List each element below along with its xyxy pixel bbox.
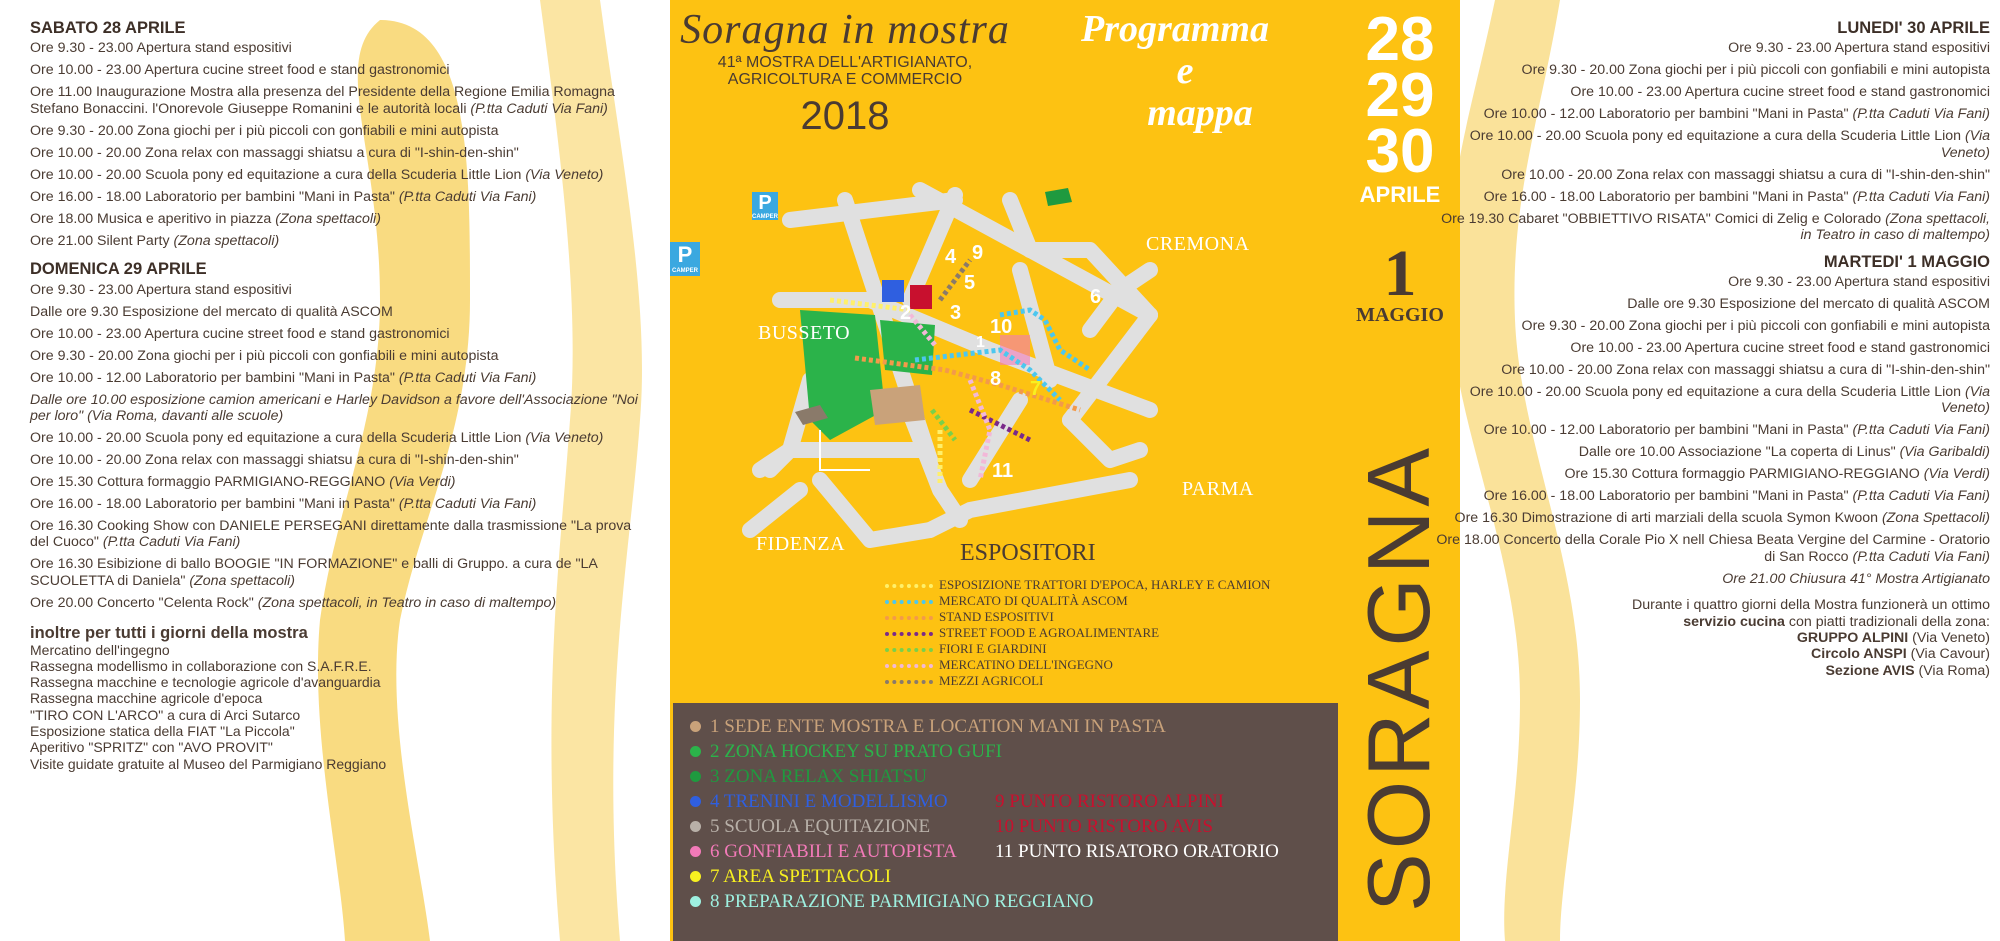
event-text: Ore 10.00 - 12.00 Laboratorio per bambini "Mani in Pasta" [1483,106,1853,123]
event-text: Ore 10.00 - 20.00 Scuola pony ed equitazione a cura della Scuderia Little Lion [1469,128,1966,145]
event-location: (P.tta Caduti Via Fani) [1852,188,1990,205]
domenica-event [30,474,650,490]
martedi-event [1435,384,1990,417]
daily-extras-heading: inoltre per tutti i giorni della mostra [30,624,308,643]
extra-item: Visite guidate gratuite al Museo del Parmigiano Reggiano [30,755,387,772]
event-location: (Via Veneto) [525,430,604,447]
event-text: Ore 9.30 - 20.00 Zona giochi per i più piccoli con gonfiabili e mini autopista [1521,62,1990,79]
event-location: (Zona spettacoli) [173,232,280,249]
map-number-8: 8 [990,368,1002,390]
extra-item: Rassegna macchine agricole d'epoca [30,690,263,707]
zone-dot [690,896,701,907]
martedi-event [1435,466,1990,482]
map-number-3: 3 [950,302,962,324]
programma-word: Programma [1081,8,1269,50]
martedi-event [1435,532,1990,565]
camper-label-1: CAMPER [752,214,779,220]
sabato-event [30,40,650,56]
date-30: 30 [1365,117,1435,186]
event-location: (Zona spettacoli) [189,572,295,589]
zone-label: 1 SEDE ENTE MOSTRA E LOCATION MANI IN PASTA [710,716,1166,737]
event-text: Ore 9.30 - 23.00 Apertura stand espositivi [30,281,292,298]
zone-dot [690,846,701,857]
event-text: Ore 16.30 Cooking Show con DANIELE PERSEGANI direttamente dalla trasmissione "La prova del Cuoco" [30,518,632,551]
event-text: Ore 9.30 - 23.00 Apertura stand espositivi [1728,40,1990,57]
cucina-item-place: (Via Roma) [1914,662,1990,679]
cucina-line [1435,614,1990,630]
parking-icon-1 [752,192,778,220]
event-text: Ore 10.00 - 20.00 Zona relax con massaggi shiatsu a cura di "I-shin-den-shin" [30,452,519,469]
event-logo [680,6,1010,139]
legend-title: ESPOSITORI [960,540,1096,566]
zone-item [995,789,1335,814]
legend-item [885,673,1315,689]
date-may-day: 1 [1383,237,1417,310]
parking-letter-2: P [677,242,693,267]
zone-dot [690,721,701,732]
event-location: (P.tta Caduti Via Fani) [102,534,241,551]
sabato-event [30,123,650,139]
cucina-item-name: Sezione AVIS [1825,662,1915,679]
event-text: Ore 16.00 - 18.00 Laboratorio per bambini "Mani in Pasta" [30,188,399,205]
martedi-event [1435,318,1990,334]
event-location: (Via Verdi) [1923,466,1990,483]
programma-mappa: mappa [1147,92,1253,134]
domenica-event [30,304,650,320]
sabato-event [30,62,650,78]
event-text: Ore 9.30 - 23.00 Apertura stand espositivi [30,40,292,57]
lunedi-event [1435,167,1990,183]
event-text: Ore 18.00 Concerto della Corale Pio X nell Chiesa Beata Vergine del Carmine - Oratorio di San Rocco [1436,532,1990,565]
map-number-2: 2 [900,302,912,324]
domenica-event [30,452,650,468]
legend-swatch [885,648,933,652]
day-heading-sabato: SABATO 28 APRILE [30,19,186,37]
lunedi-event [1435,62,1990,78]
event-text: Ore 20.00 Concerto "Celenta Rock" [30,594,258,611]
cucina-section [1435,597,1990,679]
center-panel [670,0,1460,941]
domenica-events-list [30,282,650,612]
event-location: (Via Veneto) [1940,128,1990,161]
zone-item [680,714,1166,739]
event-text: Ore 18.00 Musica e aperitivo in piazza [30,210,276,227]
zones-right-list [995,789,1335,864]
zone-dot [690,746,701,757]
extra-item: Mercatino dell'ingegno [30,641,170,658]
legend-label: MEZZI AGRICOLI [939,673,1044,688]
map-number-6: 6 [1090,286,1102,308]
zone-item [680,864,1160,889]
event-location: (Zona spettacoli, in Teatro in caso di maltempo) [257,594,557,611]
legend-label: ESPOSIZIONE TRATTORI D'EPOCA, HARLEY E CAMION [939,577,1271,592]
event-text: Ore 16.00 - 18.00 Laboratorio per bambini "Mani in Pasta" [1483,188,1853,205]
map-number-4: 4 [945,246,957,268]
domenica-event [30,370,650,386]
event-text: Ore 10.00 - 20.00 Zona relax con massaggi shiatsu a cura di "I-shin-den-shin" [30,144,519,161]
sabato-event [30,84,650,117]
event-location: (Zona spettacoli) [275,210,381,227]
map-label-cremona: CREMONA [1146,233,1250,255]
event-text: Ore 16.30 Dimostrazione di arti marziali della scuola Symon Kwoon [1454,510,1882,527]
zone-dot [690,796,701,807]
cucina-bold: servizio cucina [1683,613,1785,630]
event-location: (P.tta Caduti Via Fani) [1852,548,1990,565]
sabato-events-list [30,40,650,249]
event-text: Ore 10.00 - 20.00 Scuola pony ed equitazione a cura della Scuderia Little Lion [30,430,526,447]
lunedi-event [1435,40,1990,56]
daily-extras [30,625,650,772]
map-number-1: 1 [976,334,985,351]
lunedi-event [1435,189,1990,205]
zone-label: 7 AREA SPETTACOLI [710,866,892,887]
zone-item [680,764,1160,789]
extra-item: Aperitivo "SPRITZ" con "AVO PROVIT" [30,739,273,756]
programma-heading [1050,8,1340,134]
cucina-item [1435,646,1990,662]
map-label-busseto: BUSSETO [758,322,851,344]
event-location: (Via Garibaldi) [1899,444,1990,461]
martedi-event [1435,274,1990,290]
logo-subtitle-1: 41ª MOSTRA DELL'ARTIGIANATO, [717,54,973,71]
event-text: Ore 10.00 - 20.00 Scuola pony ed equitazione a cura della Scuderia Little Lion [1469,384,1966,401]
sabato-event [30,189,650,205]
cucina-item-name: GRUPPO ALPINI [1796,630,1909,647]
zone-label: 3 ZONA RELAX SHIATSU [710,766,927,787]
zone-label: 9 PUNTO RISTORO ALPINI [995,791,1224,812]
martedi-event [1435,571,1990,587]
event-text: Ore 10.00 - 20.00 Scuola pony ed equitazione a cura della Scuderia Little Lion [30,166,526,183]
legend-swatch [885,632,933,636]
zone-item [995,839,1335,864]
logo-year: 2018 [800,94,890,138]
legend-label: MERCATO DI QUALITÀ ASCOM [939,593,1128,608]
daily-extras-list [30,642,650,772]
cucina-rest: con piatti tradizionali della zona: [1784,613,1990,630]
zone-item [680,739,1160,764]
map-number-11: 11 [992,460,1014,482]
right-program-column [1435,20,1990,679]
zone-item [680,889,1160,914]
martedi-event [1435,296,1990,312]
sabato-event [30,233,650,249]
event-text: Ore 16.00 - 18.00 Laboratorio per bambini "Mani in Pasta" [1483,488,1853,505]
event-text: Ore 9.30 - 20.00 Zona giochi per i più piccoli con gonfiabili e mini autopista [30,122,499,139]
sabato-event [30,145,650,161]
legend-swatch [885,600,933,604]
map-green-patch [1045,188,1072,206]
zone-label: 2 ZONA HOCKEY SU PRATO GUFI [710,741,1002,762]
zone-label: 6 GONFIABILI E AUTOPISTA [710,841,957,862]
zone-label: 5 SCUOLA EQUITAZIONE [710,816,931,837]
event-text: Ore 19.30 Cabaret "OBBIETTIVO RISATA" Comici di Zelig e Colorado [1441,210,1886,227]
cucina-list [1435,630,1990,679]
zone-label: 10 PUNTO RISTORO AVIS [995,816,1214,837]
date-may-month: MAGGIO [1356,304,1444,326]
legend-label: STREET FOOD E AGROALIMENTARE [939,625,1160,640]
event-text: Ore 15.30 Cottura formaggio PARMIGIANO-REGGIANO [1564,466,1924,483]
martedi-event [1435,510,1990,526]
logo-subtitle-2: AGRICOLTURA E COMMERCIO [727,71,963,88]
domenica-event [30,518,650,551]
zone-label: 11 PUNTO RISATORO ORATORIO [995,841,1279,862]
martedi-event [1435,340,1990,356]
map-label-fidenza: FIDENZA [756,533,846,555]
map-number-5: 5 [964,272,976,294]
camper-label-2: CAMPER [671,268,698,274]
cucina-item [1435,630,1990,646]
logo-title: Soragna in mostra [680,7,1010,53]
event-text: Ore 15.30 Cottura formaggio PARMIGIANO-REGGIANO [30,474,390,491]
domenica-event [30,430,650,446]
date-month-aprile: APRILE [1359,182,1441,207]
event-location: (P.tta Caduti Via Fani) [398,496,537,513]
event-text: Dalle ore 9.30 Esposizione del mercato di qualità ASCOM [30,303,393,320]
lunedi-event [1435,211,1990,244]
legend-swatch [885,680,933,684]
martedi-event [1435,422,1990,438]
zone-dot [690,821,701,832]
map-zone-6-block [1000,335,1030,365]
legend-item [885,641,1315,657]
map-zone-4-block [882,280,904,302]
legend-label: STAND ESPOSITIVI [939,609,1054,624]
event-location: (P.tta Caduti Via Fani) [1852,422,1990,439]
event-text: Ore 10.00 - 23.00 Apertura cucine street food e stand gastronomici [30,62,450,79]
martedi-event [1435,362,1990,378]
martedi-event [1435,444,1990,460]
domenica-event [30,496,650,512]
event-location: (Via Veneto) [525,166,604,183]
event-location: (P.tta Caduti Via Fani) [398,369,537,386]
lunedi-event [1435,84,1990,100]
event-text: Ore 9.30 - 20.00 Zona giochi per i più piccoli con gonfiabili e mini autopista [1521,318,1990,335]
zone-label: 8 PREPARAZIONE PARMIGIANO REGGIANO [710,891,1094,912]
lunedi-event [1435,106,1990,122]
legend-swatch [885,664,933,668]
extra-item: "TIRO CON L'ARCO" a cura di Arci Sutarco [30,706,301,723]
event-location: (Via Veneto) [1940,384,1990,417]
map-number-9: 9 [972,242,984,264]
legend-list [885,577,1315,689]
event-location: (P.tta Caduti Via Fani) [398,188,537,205]
event-text: Ore 21.00 Silent Party [30,232,174,249]
domenica-event [30,326,650,342]
lunedi-event [1435,128,1990,161]
event-text: Ore 10.00 - 20.00 Zona relax con massaggi shiatsu a cura di "I-shin-den-shin" [1501,362,1990,379]
town-name: SORAGNA [1349,443,1448,912]
legend-item [885,625,1315,641]
event-location: (P.tta Caduti Via Fani) [1852,488,1990,505]
cucina-item-place: (Via Cavour) [1906,646,1990,663]
domenica-event [30,282,650,298]
event-location: (P.tta Caduti Via Fani) [470,100,608,117]
event-location: Dalle ore 10.00 esposizione camion americani e Harley Davidson a favore dell'Associazione "Noi per loro" (Via Roma, davanti alle scuole) [30,391,638,425]
lunedi-events-list [1435,40,1990,243]
event-text: Ore 9.30 - 23.00 Apertura stand espositivi [1728,274,1990,291]
event-text: Dalle ore 10.00 Associazione "La coperta di Linus" [1578,444,1900,461]
zone-dot [690,771,701,782]
map-zone-9-block [910,285,932,309]
event-location: Ore 21.00 Chiusura 41° Mostra Artigianato [1722,570,1990,587]
map-number-7: 7 [1030,378,1042,400]
extra-item: Rassegna macchine e tecnologie agricole d'avanguardia [30,674,381,691]
legend-item [885,593,1315,609]
legend-label: MERCATINO DELL'INGEGNO [939,657,1113,672]
extra-item: Esposizione statica della FIAT "La Piccola" [30,723,295,740]
parking-letter-1: P [758,192,772,214]
event-text: Ore 16.30 Esibizione di ballo BOOGIE "IN FORMAZIONE" e balli di Gruppo. a cura de "LA SCUOLETTA di Daniela" [30,556,598,589]
map-building-main [870,385,925,425]
legend-item [885,609,1315,625]
legend-label: FIORI E GIARDINI [939,641,1047,656]
date-29: 29 [1365,61,1435,130]
legend-item [885,657,1315,673]
map-number-10: 10 [990,316,1013,338]
zone-label: 4 TRENINI E MODELLISMO [710,791,948,812]
extra-item: Rassegna modellismo in collaborazione con S.A.F.R.E. [30,657,372,674]
domenica-event [30,392,650,425]
zone-dot [690,871,701,882]
event-location: (Zona Spettacoli) [1881,510,1990,527]
martedi-events-list [1435,274,1990,587]
event-text: Ore 10.00 - 20.00 Zona relax con massaggi shiatsu a cura di "I-shin-den-shin" [1501,166,1990,183]
cucina-item-place: (Via Veneto) [1908,630,1990,647]
event-text: Ore 10.00 - 23.00 Apertura cucine street food e stand gastronomici [1570,84,1990,101]
legend-item [885,577,1315,593]
domenica-event [30,556,650,589]
legend-swatch [885,584,933,588]
parking-icon-2 [670,242,700,274]
event-text: Ore 10.00 - 23.00 Apertura cucine street food e stand gastronomici [1570,340,1990,357]
zone-item [995,814,1335,839]
domenica-event [30,595,650,611]
event-location: (Via Verdi) [389,474,456,491]
event-text: Ore 10.00 - 12.00 Laboratorio per bambini "Mani in Pasta" [30,369,399,386]
event-text: Ore 11.00 Inaugurazione Mostra alla presenza del Presidente della Regione Emilia Romagna Stefano Bonaccini. l'Onorevole Giuseppe Romanini e le autorità locali [30,84,615,117]
domenica-event [30,348,650,364]
programma-and: e [1176,50,1194,92]
event-text: Ore 10.00 - 23.00 Apertura cucine street food e stand gastronomici [30,325,450,342]
sabato-event [30,167,650,183]
sabato-event [30,211,650,227]
cucina-intro: Durante i quattro giorni della Mostra funzionerà un ottimo [1631,597,1990,614]
event-text: Ore 10.00 - 12.00 Laboratorio per bambini "Mani in Pasta" [1483,422,1853,439]
left-program-column [30,20,650,772]
event-text: Dalle ore 9.30 Esposizione del mercato di qualità ASCOM [1627,296,1990,313]
map-label-parma: PARMA [1182,478,1254,500]
date-28: 28 [1365,5,1435,74]
martedi-event [1435,488,1990,504]
cucina-item [1435,663,1990,679]
day-heading-lunedi: LUNEDI' 30 APRILE [1837,19,1990,37]
cucina-item-name: Circolo ANSPI [1811,646,1907,663]
legend-swatch [885,616,933,620]
event-text: Ore 16.00 - 18.00 Laboratorio per bambini "Mani in Pasta" [30,496,399,513]
event-text: Ore 9.30 - 20.00 Zona giochi per i più piccoli con gonfiabili e mini autopista [30,347,499,364]
day-heading-domenica: DOMENICA 29 APRILE [30,260,207,279]
event-location: (Zona spettacoli, in Teatro in caso di maltempo) [1800,210,1990,244]
day-heading-martedi: MARTEDI' 1 MAGGIO [1823,252,1990,271]
event-location: (P.tta Caduti Via Fani) [1852,106,1990,123]
